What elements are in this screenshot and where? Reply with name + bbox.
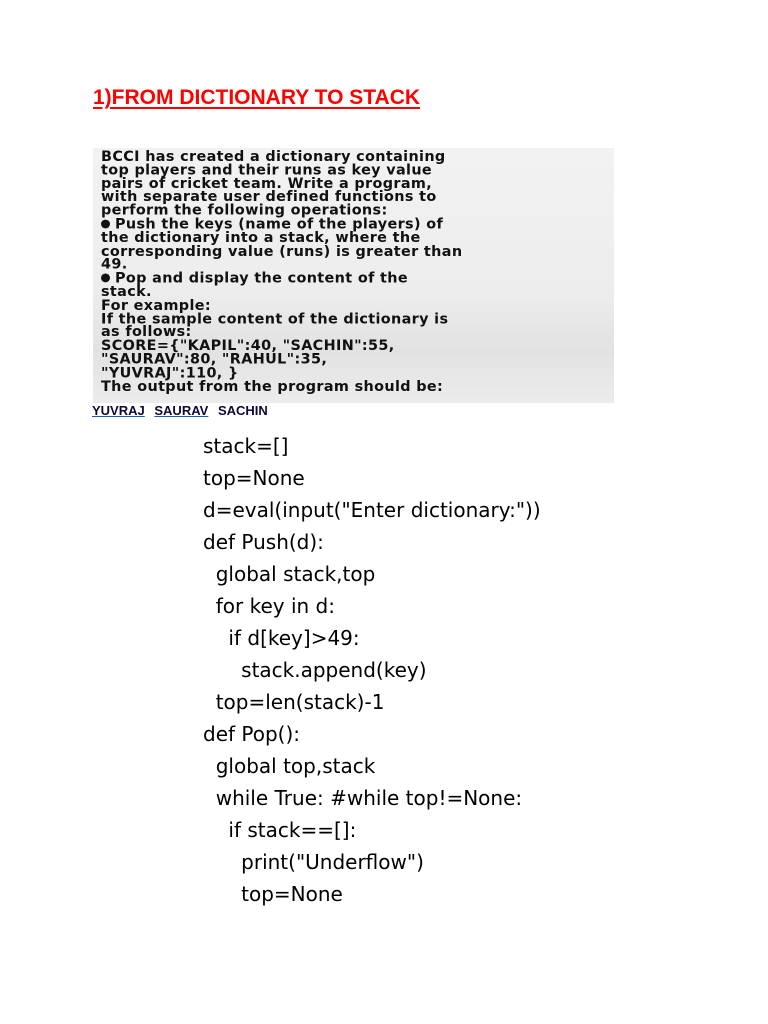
code-block xyxy=(203,430,541,910)
question-line: with separate user defined functions to xyxy=(101,189,437,206)
code-line: global stack,top xyxy=(203,562,376,586)
question-line: corresponding value (runs) is greater than xyxy=(101,243,463,260)
bullet-icon xyxy=(101,220,110,229)
code-line: def Pop(): xyxy=(203,722,301,746)
question-line: Push the keys (name of the players) of xyxy=(115,216,444,233)
bullet-icon xyxy=(101,274,110,283)
question-line: For example: xyxy=(101,297,211,314)
code-line: stack=[] xyxy=(203,434,289,458)
code-line: stack.append(key) xyxy=(203,658,427,682)
question-text xyxy=(101,151,614,394)
output-sachin: SACHIN xyxy=(217,403,268,418)
code-line: top=len(stack)-1 xyxy=(203,690,385,714)
code-line: top=None xyxy=(203,882,343,906)
question-line: The output from the program should be: xyxy=(101,378,444,395)
section-heading: 1)FROM DICTIONARY TO STACK xyxy=(93,86,421,109)
question-line: top players and their runs as key value xyxy=(101,162,433,179)
code-line: top=None xyxy=(203,466,305,490)
question-line: If the sample content of the dictionary is xyxy=(101,311,449,327)
code-line: if stack==[]: xyxy=(203,818,357,842)
code-line: if d[key]>49: xyxy=(203,626,360,650)
question-image xyxy=(93,148,614,403)
question-line: as follows: xyxy=(101,324,192,341)
question-line: Pop and display the content of the xyxy=(115,270,408,287)
question-line: pairs of cricket team. Write a program, xyxy=(101,176,433,192)
output-yuvraj: YUVRAJ xyxy=(92,403,145,418)
code-line: def Push(d): xyxy=(203,530,324,554)
question-line: perform the following operations: xyxy=(101,203,388,219)
question-line: the dictionary into a stack, where the xyxy=(101,230,421,246)
output-saurav: SAURAV xyxy=(154,403,209,418)
code-line: d=eval(input("Enter dictionary:")) xyxy=(203,498,541,522)
question-line: "YUVRAJ":110, } xyxy=(101,365,239,382)
question-bullet-line xyxy=(101,270,614,287)
code-line: while True: #while top!=None: xyxy=(203,786,523,810)
sample-output xyxy=(92,403,268,418)
code-line: global top,stack xyxy=(203,754,376,778)
question-line: stack. xyxy=(101,284,152,300)
code-line: print("Underflow") xyxy=(203,850,424,874)
question-line: "SAURAV":80, "RAHUL":35, xyxy=(101,351,328,368)
code-line: for key in d: xyxy=(203,594,335,618)
question-line: BCCI has created a dictionary containing xyxy=(101,149,446,165)
question-line: 49. xyxy=(101,257,128,273)
question-line: SCORE={"KAPIL":40, "SACHIN":55, xyxy=(101,338,395,355)
